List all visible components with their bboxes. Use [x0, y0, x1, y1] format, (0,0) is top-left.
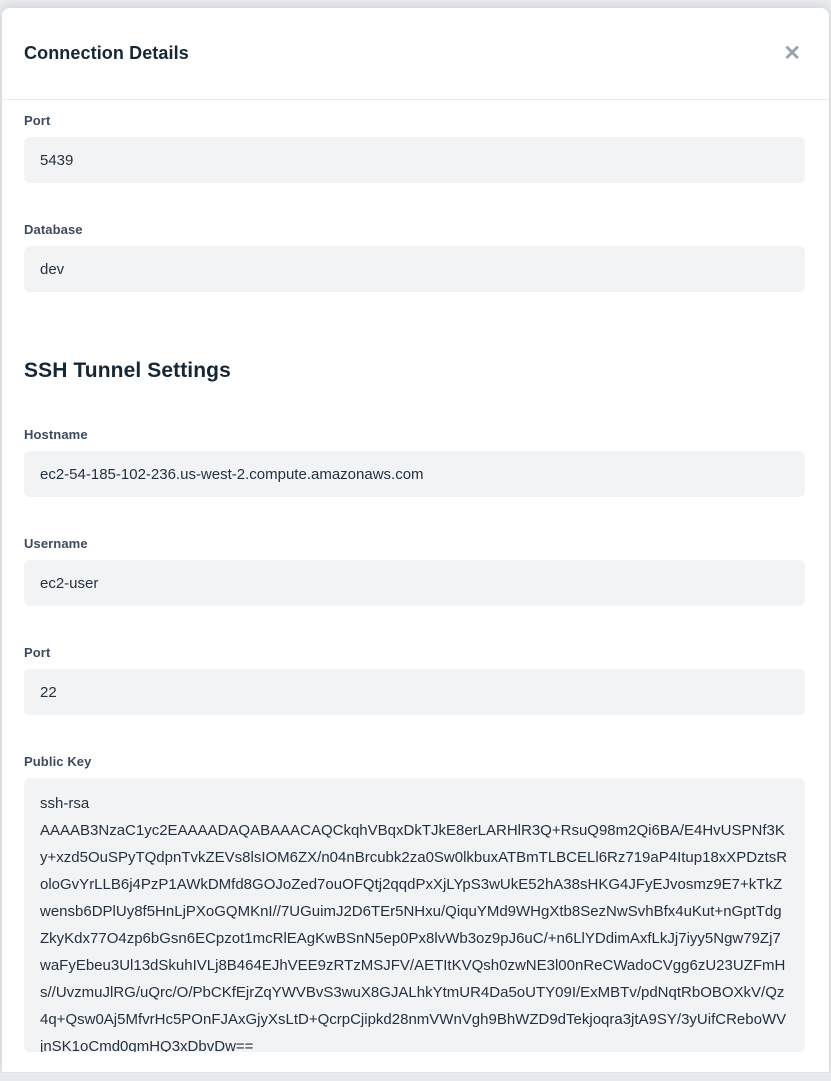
port-input[interactable]	[24, 137, 805, 183]
field-ssh-port	[24, 645, 805, 715]
modal-title: Connection Details	[24, 43, 189, 63]
ssh-tunnel-settings-title: SSH Tunnel Settings	[24, 359, 231, 382]
hostname-input[interactable]	[24, 451, 805, 497]
field-database	[24, 222, 805, 292]
public-key-textarea[interactable]	[24, 778, 805, 1052]
modal-header	[2, 8, 829, 100]
hostname-label: Hostname	[24, 427, 88, 442]
background-page-edge	[0, 1072, 831, 1081]
ssh-port-label: Port	[24, 645, 51, 660]
field-port	[24, 113, 805, 183]
field-username	[24, 536, 805, 606]
database-label: Database	[24, 222, 83, 237]
username-label: Username	[24, 536, 88, 551]
username-input[interactable]	[24, 560, 805, 606]
close-icon: ✕	[783, 42, 801, 65]
ssh-port-input[interactable]	[24, 669, 805, 715]
public-key-label: Public Key	[24, 754, 92, 769]
connection-details-modal	[2, 8, 829, 1072]
field-public-key	[24, 754, 805, 1052]
modal-body	[2, 100, 829, 1052]
close-button[interactable]	[779, 39, 805, 68]
database-input[interactable]	[24, 246, 805, 292]
field-hostname	[24, 427, 805, 497]
port-label: Port	[24, 113, 51, 128]
